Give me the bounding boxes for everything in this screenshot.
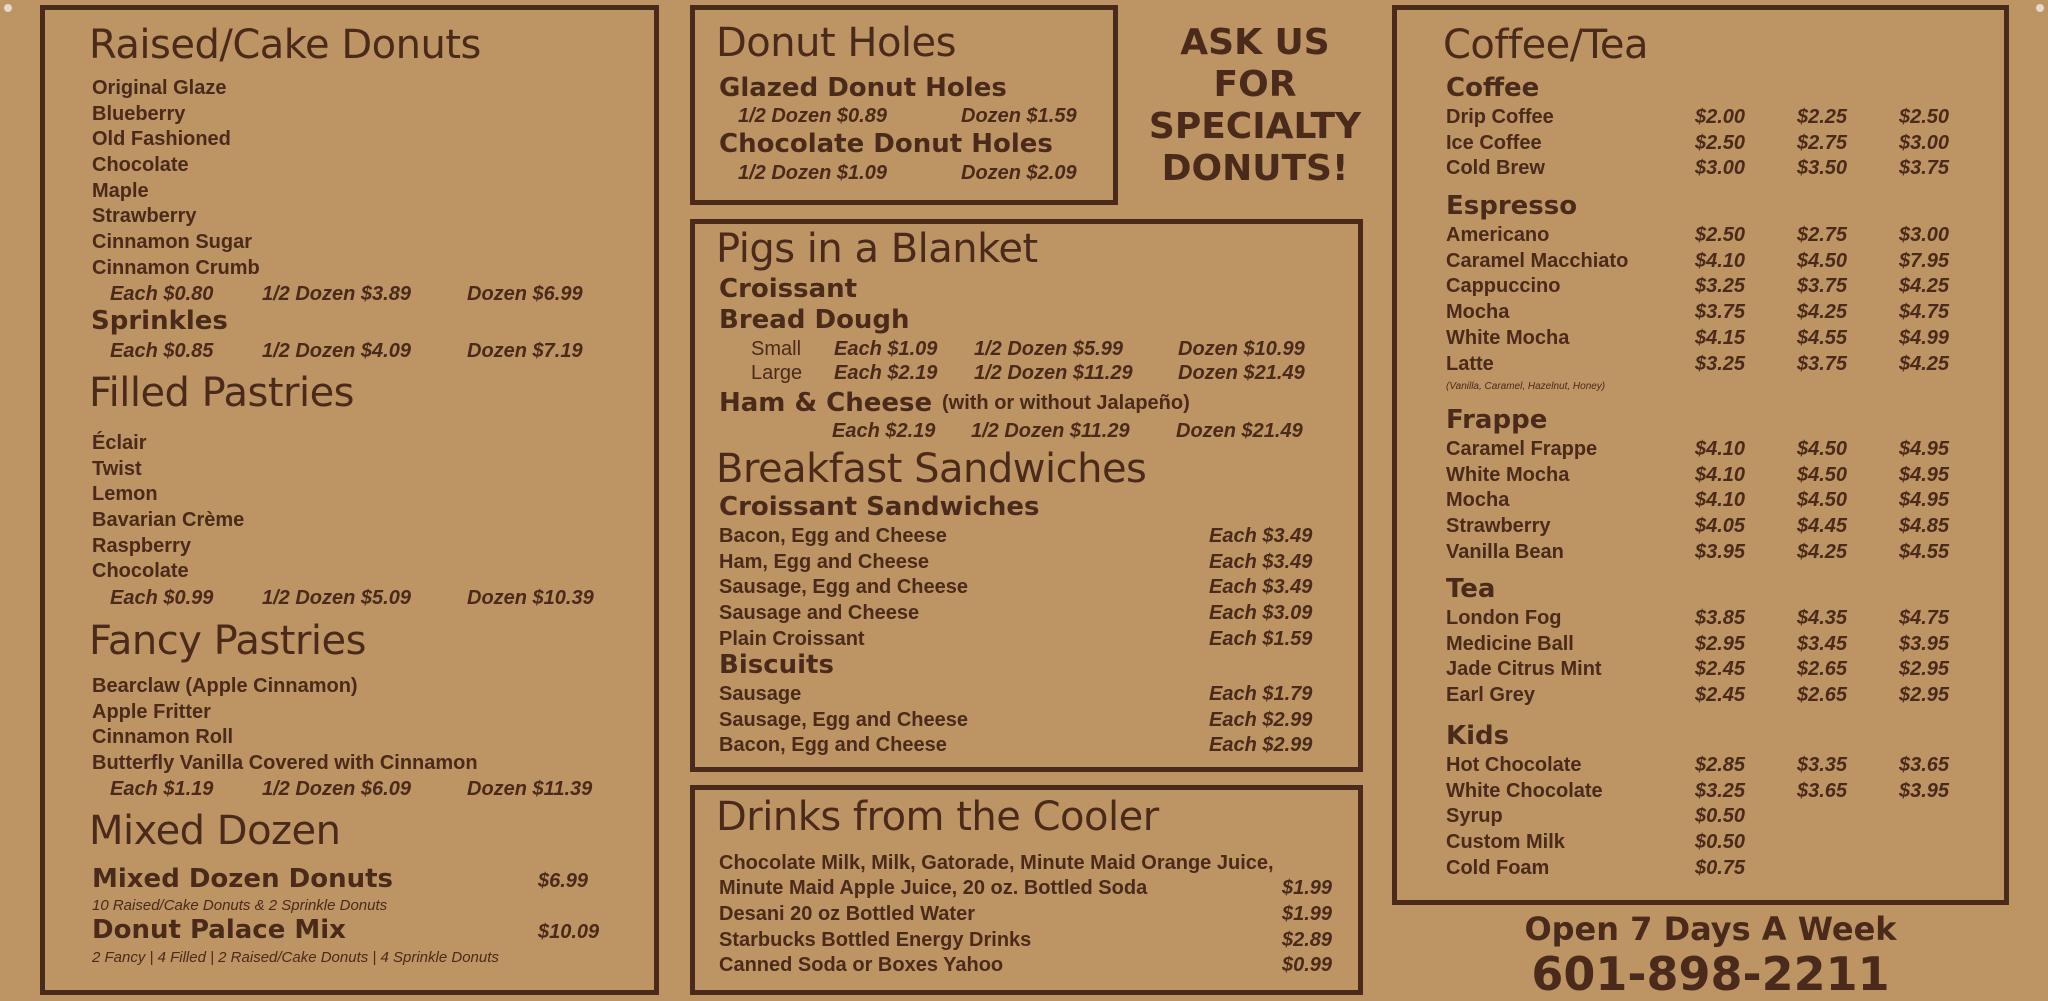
coffee-item-name: Drip Coffee [1446,106,1554,128]
list-item: Apple Fritter [92,700,211,723]
sprinkles-price-each: Each $0.85 [110,340,214,362]
coffee-item-price: $4.25 [1797,301,1848,324]
coffee-item-name: Ice Coffee [1446,131,1542,154]
item-price: Each $3.49 [1209,576,1313,599]
pigs-bread-dough: Bread Dough [719,305,910,335]
list-item: Lemon [92,483,158,506]
coffee-item-name: White Mocha [1446,463,1570,486]
list-item: Bacon, Egg and Cheese [719,734,947,757]
coffee-item-name: Earl Grey [1446,684,1535,707]
coffee-item-name: White Mocha [1446,326,1570,349]
mixed-item-2: Donut Palace Mix [92,915,346,945]
coffee-item-name: Cold Foam [1446,856,1550,879]
list-item: Twist [92,457,142,480]
fancy-price-each: Each $1.19 [110,778,214,800]
cooler-prices [1282,903,1332,980]
coffee-item-price: $4.85 [1899,515,1950,538]
list-item: Original Glaze [92,77,227,99]
mixed-item-2-note: 2 Fancy | 4 Filled | 2 Raised/Cake Donuts | 4 Sprinkle Donuts [92,949,499,966]
fancy-price-dozen: Dozen $11.39 [467,778,593,800]
item-price: Each $2.99 [1209,708,1313,731]
pigs-small-label: Small [751,338,802,360]
breakfast-title: Breakfast Sandwiches [716,446,1147,492]
coffee-item-price: $3.75 [1797,275,1848,298]
coffee-group-heading: Kids [1446,721,1510,751]
pigs-large-dozen: Dozen $21.49 [1178,362,1305,384]
sprinkles-heading: Sprinkles [91,306,228,336]
pigs-small-dozen: Dozen $10.99 [1178,338,1305,360]
cooler-list [719,903,1031,980]
item-price: $0.99 [1282,954,1333,977]
filled-price-dozen: Dozen $10.39 [467,587,594,609]
coffee-item-price: $3.25 [1695,779,1746,802]
pigs-ham-half: 1/2 Dozen $11.29 [971,420,1130,442]
cooler-title: Drinks from the Cooler [716,794,1159,840]
coffee-item-price: $2.75 [1797,224,1848,246]
ask-line-1: ASK US [1180,22,1330,63]
list-item: Chocolate [92,154,189,177]
pigs-ham-dozen: Dozen $21.49 [1176,420,1303,442]
list-item: Sausage, Egg and Cheese [719,708,968,731]
coffee-item-price: $4.25 [1899,352,1950,375]
croissant-sandwich-list [719,525,968,653]
coffee-item-price: $3.25 [1695,352,1746,375]
raised-list [92,77,260,283]
pigs-large-half: 1/2 Dozen $11.29 [974,362,1133,384]
coffee-item-price: $3.95 [1899,632,1950,655]
raised-title: Raised/Cake Donuts [89,22,481,68]
coffee-item-price: $4.10 [1695,489,1746,512]
coffee-item-price: $2.50 [1695,131,1746,154]
coffee-item-price: $4.95 [1899,463,1950,486]
coffee-group-heading: Coffee [1446,73,1540,103]
coffee-title: Coffee/Tea [1443,22,1649,68]
pigs-ham-cheese: Ham & Cheese [719,388,933,418]
coffee-item-name: Jade Citrus Mint [1446,658,1602,681]
coffee-item-price: $4.50 [1797,489,1848,512]
list-item: Ham, Egg and Cheese [719,550,930,573]
list-item: Sausage [719,683,802,705]
fancy-price-half: 1/2 Dozen $6.09 [262,778,411,800]
croissant-sandwiches-heading: Croissant Sandwiches [719,492,1040,522]
choc-holes-dozen: Dozen $2.09 [961,162,1077,184]
coffee-item-price: $4.50 [1797,463,1848,486]
coffee-item-price: $4.55 [1899,540,1950,563]
coffee-item-price: $2.45 [1695,658,1746,681]
ask-line-4: DONUTS! [1161,148,1349,189]
list-item: Raspberry [92,534,191,557]
coffee-item-price: $2.95 [1899,684,1950,707]
coffee-item-price: $4.10 [1695,438,1746,460]
biscuits-heading: Biscuits [719,650,834,680]
choc-holes: Chocolate Donut Holes [719,129,1053,159]
coffee-item-price: $3.95 [1899,779,1950,802]
coffee-item-price: $3.45 [1797,632,1848,655]
coffee-item-price: $4.10 [1695,463,1746,486]
list-item: Strawberry [92,205,197,228]
coffee-item-price: $2.25 [1797,106,1848,128]
coffee-item-name: Custom Milk [1446,831,1565,854]
hours-text: Open 7 Days A Week [1524,910,1897,948]
coffee-item-price: $4.35 [1797,607,1848,629]
glazed-holes-half: 1/2 Dozen $0.89 [738,105,887,127]
item-price: Each $1.79 [1209,683,1313,705]
mixed-item-1-note: 10 Raised/Cake Donuts & 2 Sprinkle Donuts [92,897,388,914]
cooler-line-2-price: $1.99 [1282,877,1333,899]
coffee-item-name: Cappuccino [1446,275,1561,298]
item-price: Each $3.09 [1209,602,1313,625]
coffee-item-price: $4.45 [1797,515,1848,538]
sprinkles-price-half: 1/2 Dozen $4.09 [262,340,411,362]
coffee-item-price: $3.00 [1899,224,1950,246]
coffee-item-price: $3.65 [1899,754,1950,776]
coffee-item-name: Cold Brew [1446,157,1545,180]
list-item: Canned Soda or Boxes Yahoo [719,954,1004,977]
pigs-ham-note: (with or without Jalapeño) [942,392,1190,414]
list-item: Chocolate [92,560,189,583]
coffee-item-price: $4.10 [1695,249,1746,272]
coffee-group-heading: Frappe [1446,405,1548,435]
raised-price-dozen: Dozen $6.99 [467,283,583,305]
list-item: Butterfly Vanilla Covered with Cinnamon [92,752,478,775]
corner-dot-left [4,4,12,12]
pigs-small-each: Each $1.09 [834,338,938,360]
filled-title: Filled Pastries [89,370,355,416]
cooler-line-2: Minute Maid Apple Juice, 20 oz. Bottled Soda [719,877,1148,899]
fancy-title: Fancy Pastries [89,618,366,664]
coffee-item-name: Mocha [1446,489,1510,512]
coffee-item-price: $4.05 [1695,515,1746,538]
latte-flavors-note: (Vanilla, Caramel, Hazelnut, Honey) [1446,381,1606,392]
coffee-item-name: Latte [1446,352,1494,375]
coffee-item-price: $0.75 [1695,856,1746,879]
pigs-large-each: Each $2.19 [834,362,938,384]
coffee-item-name: Caramel Macchiato [1446,249,1629,272]
glazed-holes-dozen: Dozen $1.59 [961,105,1077,127]
coffee-item-price: $4.99 [1899,326,1950,349]
pigs-title: Pigs in a Blanket [716,226,1038,272]
ask-line-2: FOR [1213,64,1297,105]
coffee-item-price: $2.50 [1899,106,1950,128]
coffee-item-name: Syrup [1446,805,1503,828]
coffee-item-name: White Chocolate [1446,779,1603,802]
item-price: Each $1.59 [1209,627,1313,650]
list-item: Plain Croissant [719,627,865,650]
filled-price-half: 1/2 Dozen $5.09 [262,587,411,609]
pigs-ham-each: Each $2.19 [832,420,936,442]
filled-list [92,432,244,586]
mixed-item-1-price: $6.99 [538,870,589,892]
coffee-item-price: $3.75 [1899,157,1950,180]
list-item: Sausage, Egg and Cheese [719,576,968,599]
pigs-large-label: Large [751,362,803,384]
list-item: Old Fashioned [92,128,231,151]
coffee-item-name: Medicine Ball [1446,632,1574,655]
ask-line-3: SPECIALTY [1148,106,1362,147]
coffee-item-price: $2.50 [1695,224,1746,246]
coffee-item-price: $2.45 [1695,684,1746,707]
coffee-item-price: $2.65 [1797,658,1848,681]
item-price: Each $3.49 [1209,525,1313,547]
list-item: Maple [92,179,149,202]
coffee-item-price: $3.65 [1797,779,1848,802]
list-item: Cinnamon Crumb [92,256,260,279]
coffee-item-name: Hot Chocolate [1446,754,1582,776]
item-price: $1.99 [1282,903,1333,925]
list-item: Bacon, Egg and Cheese [719,525,947,547]
coffee-item-price: $3.95 [1695,540,1746,563]
mixed-item-2-price: $10.09 [538,921,600,943]
specialty-banner [1140,22,1370,190]
coffee-item-price: $0.50 [1695,831,1746,854]
mixed-item-1: Mixed Dozen Donuts [92,864,393,894]
coffee-item-name: London Fog [1446,607,1562,629]
biscuit-prices [1209,683,1312,760]
coffee-item-price: $3.85 [1695,607,1746,629]
coffee-item-price: $2.95 [1899,658,1950,681]
coffee-item-name: Americano [1446,224,1550,246]
coffee-item-price: $4.25 [1797,540,1848,563]
list-item: Bearclaw (Apple Cinnamon) [92,675,358,697]
phone-number: 601-898-2211 [1531,947,1890,1001]
coffee-item-price: $3.50 [1797,157,1848,180]
coffee-item-price: $2.65 [1797,684,1848,707]
pigs-croissant: Croissant [719,274,858,304]
coffee-item-price: $4.15 [1695,326,1746,349]
coffee-item-price: $2.95 [1695,632,1746,655]
list-item: Cinnamon Roll [92,726,234,749]
corner-dot-right [2036,4,2044,12]
list-item: Éclair [92,432,147,454]
list-item: Blueberry [92,102,186,125]
list-item: Bavarian Crème [92,509,245,532]
coffee-item-price: $2.85 [1695,754,1746,776]
list-item: Desani 20 oz Bottled Water [719,903,975,925]
glazed-holes: Glazed Donut Holes [719,73,1007,103]
pigs-small-half: 1/2 Dozen $5.99 [974,338,1123,360]
raised-price-each: Each $0.80 [110,283,214,305]
coffee-group-heading: Espresso [1446,191,1578,221]
item-price: $2.89 [1282,928,1333,951]
mixed-title: Mixed Dozen [89,808,341,854]
list-item: Sausage and Cheese [719,602,920,625]
coffee-item-price: $3.00 [1899,131,1950,154]
coffee-item-price: $2.75 [1797,131,1848,154]
biscuit-list [719,683,968,760]
sprinkles-price-dozen: Dozen $7.19 [467,340,583,362]
item-price: Each $3.49 [1209,550,1313,573]
cooler-line-1: Chocolate Milk, Milk, Gatorade, Minute Maid Orange Juice, [719,852,1274,874]
croissant-sandwich-prices [1209,525,1312,653]
coffee-item-price: $4.25 [1899,275,1950,298]
coffee-item-price: $2.00 [1695,106,1746,128]
choc-holes-half: 1/2 Dozen $1.09 [738,162,887,184]
coffee-item-price: $3.00 [1695,157,1746,180]
list-item: Starbucks Bottled Energy Drinks [719,928,1032,951]
coffee-item-price: $4.50 [1797,249,1848,272]
coffee-item-price: $0.50 [1695,805,1746,828]
fancy-list [92,675,478,778]
coffee-item-price: $4.75 [1899,301,1950,324]
holes-title: Donut Holes [716,20,956,66]
filled-price-each: Each $0.99 [110,587,214,609]
list-item: Cinnamon Sugar [92,231,253,254]
coffee-item-name: Vanilla Bean [1446,540,1564,563]
coffee-item-name: Strawberry [1446,515,1551,538]
coffee-item-price: $3.75 [1797,352,1848,375]
coffee-group-heading: Tea [1446,574,1496,604]
coffee-item-price: $3.75 [1695,301,1746,324]
coffee-item-name: Caramel Frappe [1446,438,1598,460]
coffee-item-price: $4.50 [1797,438,1848,460]
coffee-item-price: $3.25 [1695,275,1746,298]
raised-price-half: 1/2 Dozen $3.89 [262,283,411,305]
coffee-item-price: $7.95 [1899,249,1950,272]
coffee-item-price: $4.75 [1899,607,1950,629]
coffee-item-name: Mocha [1446,301,1510,324]
coffee-item-price: $4.95 [1899,489,1950,512]
coffee-item-price: $4.55 [1797,326,1848,349]
coffee-item-price: $3.35 [1797,754,1848,776]
coffee-item-price: $4.95 [1899,438,1950,460]
item-price: Each $2.99 [1209,734,1313,757]
